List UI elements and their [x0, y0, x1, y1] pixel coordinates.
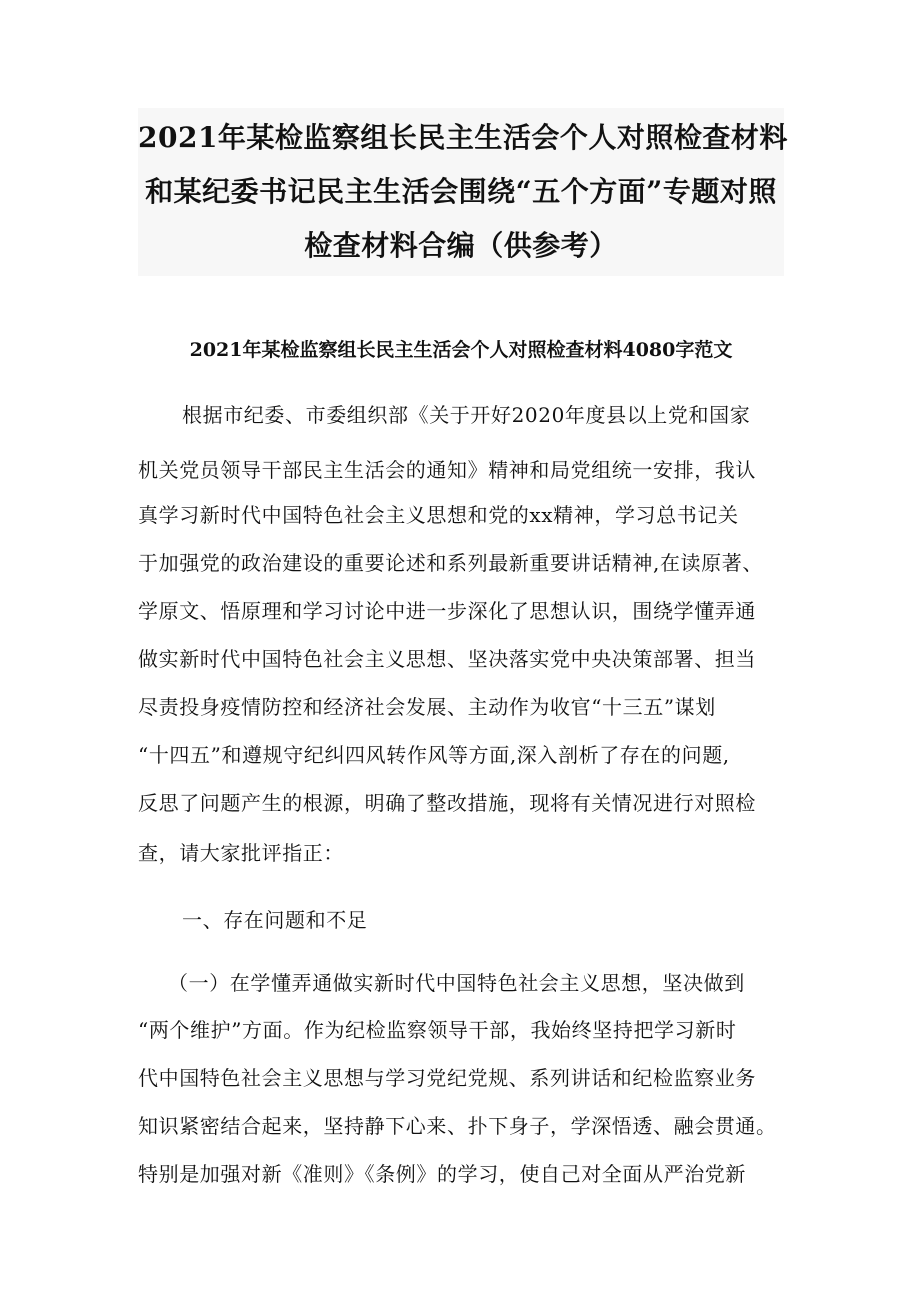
paragraph-line: 代中国特色社会主义思想与学习党纪党规、系列讲话和纪检监察业务 — [138, 1066, 756, 1090]
paragraph-line: （一）在学懂弄通做实新时代中国特色社会主义思想，坚决做到 — [168, 971, 745, 995]
paragraph-line: 学原文、悟原理和学习讨论中进一步深化了思想认识，围绕学懂弄通 — [138, 599, 756, 623]
paragraph-line: “两个维护”方面。作为纪检监察领导干部，我始终坚持把学习新时 — [138, 1018, 737, 1042]
paragraph-line: “十四五”和遵规守纪纠四风转作风等方面,深入剖析了存在的问题, — [138, 743, 730, 767]
section-heading: 一、存在问题和不足 — [182, 908, 368, 932]
paragraph-line: 做实新时代中国特色社会主义思想、坚决落实党中央决策部署、担当 — [138, 647, 756, 671]
paragraph-line: 特别是加强对新《准则》《条例》的学习，使自己对全面从严治党新 — [138, 1162, 746, 1186]
paragraph-line: 根据市纪委、市委组织部《关于开好2020年度县以上党和国家 — [182, 403, 751, 427]
paragraph-line: 反思了问题产生的根源，明确了整改措施，现将有关情况进行对照检 — [138, 791, 756, 815]
paragraph-line: 真学习新时代中国特色社会主义思想和党的xx精神，学习总书记关 — [138, 503, 739, 527]
paragraph-line: 于加强党的政治建设的重要论述和系列最新重要讲话精神,在读原著、 — [138, 551, 763, 575]
title-line-1: 2021年某检监察组长民主生活会个人对照检查材料 — [138, 121, 788, 154]
paragraph-line: 查，请大家批评指正： — [138, 841, 344, 865]
document-title — [138, 108, 788, 276]
paragraph-line: 尽责投身疫情防控和经济社会发展、主动作为收官“十三五”谋划 — [138, 695, 716, 719]
title-line-2: 和某纪委书记民主生活会围绕“五个方面”专题对照 — [145, 175, 777, 208]
paragraph-line: 机关党员领导干部民主生活会的通知》精神和局党组统一安排，我认 — [138, 458, 756, 482]
document-subtitle: 2021年某检监察组长民主生活会个人对照检查材料4080字范文 — [189, 339, 733, 361]
paragraph-line: 知识紧密结合起来，坚持静下心来、扑下身子，学深悟透、融会贯通。 — [138, 1114, 777, 1138]
title-line-3: 检查材料合编（供参考） — [304, 229, 618, 262]
